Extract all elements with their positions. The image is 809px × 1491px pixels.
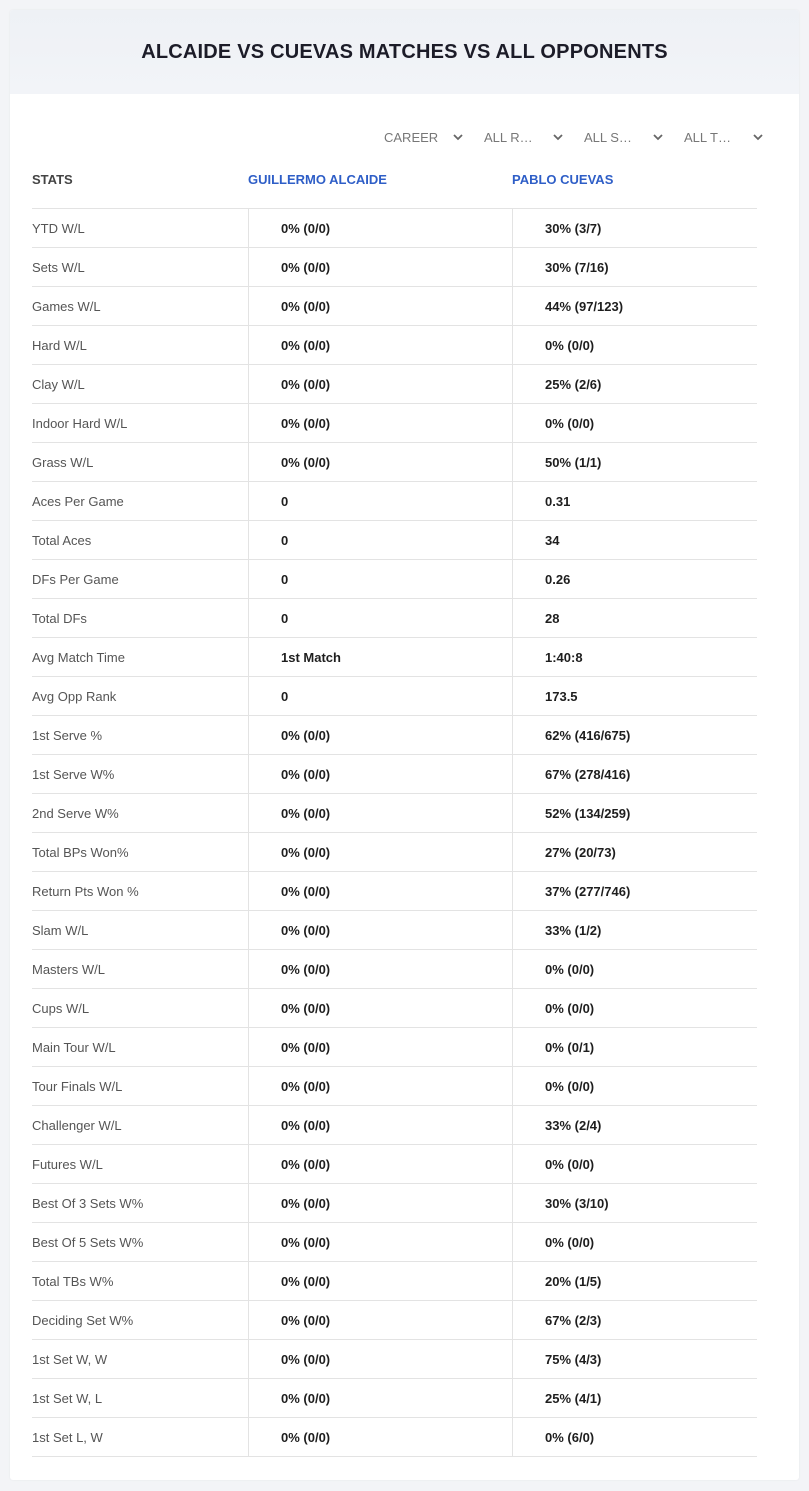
player1-value: 0% (0/0) (248, 1184, 512, 1222)
table-row (32, 794, 757, 833)
player1-value: 0% (0/0) (248, 950, 512, 988)
player2-value: 50% (1/1) (512, 443, 757, 481)
player1-value: 0% (0/0) (248, 443, 512, 481)
filter-surface-dropdown[interactable] (574, 126, 674, 148)
player1-value: 0% (0/0) (248, 365, 512, 403)
column-header-stats: STATS (32, 171, 73, 187)
stat-label: Deciding Set W% (32, 1312, 134, 1328)
player2-value: 30% (7/16) (512, 248, 757, 286)
table-row (32, 716, 757, 755)
player2-value: 1:40:8 (512, 638, 757, 676)
chevron-down-icon (752, 131, 764, 143)
player2-value: 75% (4/3) (512, 1340, 757, 1378)
page-title: ALCAIDE VS CUEVAS MATCHES VS ALL OPPONENTS (141, 40, 668, 63)
player1-value: 0% (0/0) (248, 794, 512, 832)
stats-table (32, 208, 757, 1457)
player2-value: 0% (0/0) (512, 1223, 757, 1261)
player2-value: 25% (2/6) (512, 365, 757, 403)
player1-value: 0% (0/0) (248, 1379, 512, 1417)
table-row (32, 911, 757, 950)
stat-label: Aces Per Game (32, 493, 124, 509)
player2-value: 27% (20/73) (512, 833, 757, 871)
filter-label: ALL T… (684, 129, 731, 145)
filter-label: ALL R… (484, 129, 533, 145)
filter-tournament-dropdown[interactable] (674, 126, 774, 148)
player2-value: 173.5 (512, 677, 757, 715)
table-row (32, 1223, 757, 1262)
player1-value: 0% (0/0) (248, 1223, 512, 1261)
card-header (10, 10, 799, 94)
player1-value: 0% (0/0) (248, 1028, 512, 1066)
player2-value: 37% (277/746) (512, 872, 757, 910)
chevron-down-icon (452, 131, 464, 143)
player2-value: 0% (0/0) (512, 1145, 757, 1183)
player1-value: 0% (0/0) (248, 1106, 512, 1144)
player2-value: 44% (97/123) (512, 287, 757, 325)
table-row (32, 872, 757, 911)
table-row (32, 950, 757, 989)
player2-value: 0% (0/1) (512, 1028, 757, 1066)
table-row (32, 1145, 757, 1184)
stat-label: 2nd Serve W% (32, 805, 119, 821)
player2-link[interactable]: PABLO CUEVAS (512, 171, 614, 187)
table-row (32, 482, 757, 521)
player1-value: 0% (0/0) (248, 1067, 512, 1105)
player1-value: 0% (0/0) (248, 833, 512, 871)
stat-label: Total TBs W% (32, 1273, 114, 1289)
stat-label: Slam W/L (32, 922, 89, 938)
player1-link[interactable]: GUILLERMO ALCAIDE (248, 171, 387, 187)
filter-round-dropdown[interactable] (474, 126, 574, 148)
stat-label: Best Of 5 Sets W% (32, 1234, 144, 1250)
table-row (32, 365, 757, 404)
table-row (32, 1418, 757, 1457)
player2-value: 0% (0/0) (512, 1067, 757, 1105)
player2-value: 67% (278/416) (512, 755, 757, 793)
table-row (32, 1106, 757, 1145)
player1-value: 0% (0/0) (248, 326, 512, 364)
player2-value: 20% (1/5) (512, 1262, 757, 1300)
player1-value: 0% (0/0) (248, 1145, 512, 1183)
stat-label: Indoor Hard W/L (32, 415, 128, 431)
table-row (32, 404, 757, 443)
player2-value: 0% (0/0) (512, 326, 757, 364)
player2-value: 0% (6/0) (512, 1418, 757, 1456)
table-row (32, 248, 757, 287)
stat-label: Total DFs (32, 610, 87, 626)
stat-label: Futures W/L (32, 1156, 103, 1172)
player2-value: 30% (3/10) (512, 1184, 757, 1222)
player2-value: 0.26 (512, 560, 757, 598)
player2-value: 33% (1/2) (512, 911, 757, 949)
player1-value: 0 (248, 560, 512, 598)
player1-value: 0% (0/0) (248, 248, 512, 286)
player1-value: 0% (0/0) (248, 989, 512, 1027)
player1-value: 0% (0/0) (248, 1262, 512, 1300)
table-row (32, 1028, 757, 1067)
table-row (32, 1262, 757, 1301)
player1-value: 0% (0/0) (248, 1340, 512, 1378)
stat-label: Tour Finals W/L (32, 1078, 123, 1094)
chevron-down-icon (652, 131, 664, 143)
table-row (32, 1184, 757, 1223)
table-row (32, 989, 757, 1028)
stat-label: Return Pts Won % (32, 883, 139, 899)
stat-label: Main Tour W/L (32, 1039, 116, 1055)
stat-label: Masters W/L (32, 961, 105, 977)
table-row (32, 1379, 757, 1418)
stat-label: Total Aces (32, 532, 92, 548)
player1-value: 0% (0/0) (248, 404, 512, 442)
table-row (32, 1301, 757, 1340)
filter-label: ALL S… (584, 129, 632, 145)
player1-value: 0% (0/0) (248, 911, 512, 949)
player2-value: 52% (134/259) (512, 794, 757, 832)
stat-label: Best Of 3 Sets W% (32, 1195, 144, 1211)
stat-label: Games W/L (32, 298, 101, 314)
player2-value: 62% (416/675) (512, 716, 757, 754)
player1-value: 0 (248, 482, 512, 520)
player1-value: 0% (0/0) (248, 716, 512, 754)
stat-label: 1st Serve % (32, 727, 103, 743)
player2-value: 30% (3/7) (512, 209, 757, 247)
stat-label: Cups W/L (32, 1000, 90, 1016)
table-row (32, 677, 757, 716)
filter-period-dropdown[interactable] (374, 126, 474, 148)
stat-label: Sets W/L (32, 259, 85, 275)
player2-value: 0.31 (512, 482, 757, 520)
player2-value: 33% (2/4) (512, 1106, 757, 1144)
player2-value: 25% (4/1) (512, 1379, 757, 1417)
stat-label: DFs Per Game (32, 571, 119, 587)
table-row (32, 755, 757, 794)
table-row (32, 599, 757, 638)
table-row (32, 521, 757, 560)
table-row (32, 638, 757, 677)
stat-label: Avg Opp Rank (32, 688, 117, 704)
player2-value: 0% (0/0) (512, 404, 757, 442)
player1-value: 0% (0/0) (248, 1418, 512, 1456)
stat-label: Challenger W/L (32, 1117, 122, 1133)
player1-value: 0% (0/0) (248, 287, 512, 325)
table-row (32, 560, 757, 599)
player2-value: 34 (512, 521, 757, 559)
table-row (32, 326, 757, 365)
player1-value: 0 (248, 677, 512, 715)
player1-value: 0% (0/0) (248, 872, 512, 910)
filter-label: CAREER (384, 129, 439, 145)
table-row (32, 287, 757, 326)
table-row (32, 1067, 757, 1106)
player1-value: 0% (0/0) (248, 1301, 512, 1339)
stat-label: YTD W/L (32, 220, 85, 236)
stat-label: Grass W/L (32, 454, 94, 470)
player1-value: 0% (0/0) (248, 755, 512, 793)
stat-label: 1st Set L, W (32, 1429, 103, 1445)
player2-value: 0% (0/0) (512, 950, 757, 988)
stat-label: 1st Set W, L (32, 1390, 103, 1406)
player1-value: 1st Match (248, 638, 512, 676)
stat-label: Clay W/L (32, 376, 85, 392)
player2-value: 28 (512, 599, 757, 637)
player1-value: 0 (248, 521, 512, 559)
table-row (32, 1340, 757, 1379)
player1-value: 0 (248, 599, 512, 637)
stat-label: 1st Set W, W (32, 1351, 108, 1367)
stat-label: Hard W/L (32, 337, 87, 353)
table-header (32, 160, 757, 198)
player2-value: 67% (2/3) (512, 1301, 757, 1339)
table-row (32, 443, 757, 482)
table-row (32, 209, 757, 248)
player1-value: 0% (0/0) (248, 209, 512, 247)
player2-value: 0% (0/0) (512, 989, 757, 1027)
table-row (32, 833, 757, 872)
chevron-down-icon (552, 131, 564, 143)
filter-bar (374, 126, 774, 148)
stat-label: 1st Serve W% (32, 766, 115, 782)
stat-label: Avg Match Time (32, 649, 125, 665)
stat-label: Total BPs Won% (32, 844, 129, 860)
